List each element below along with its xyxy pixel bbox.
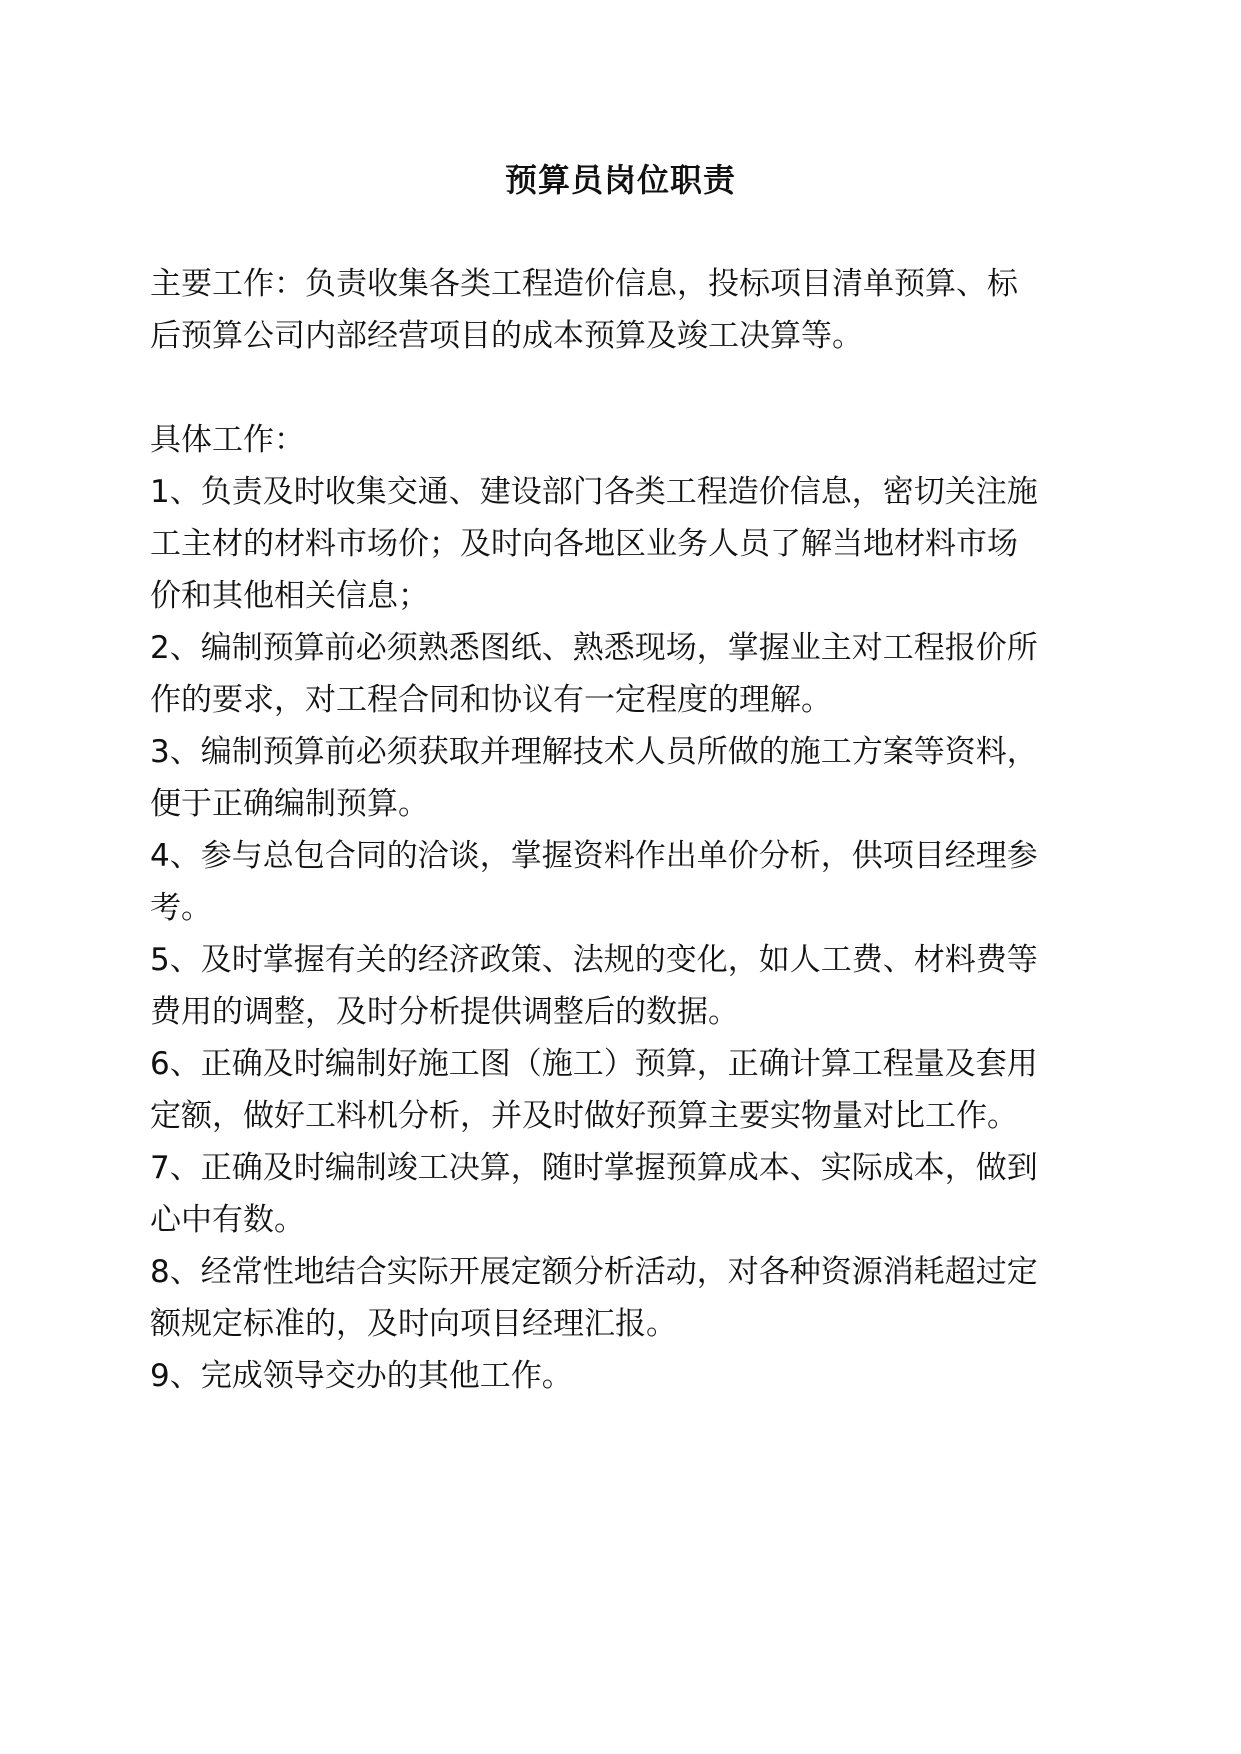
list-item <box>150 1142 1100 1246</box>
item-line: 1、负责及时收集交通、建设部门各类工程造价信息，密切关注施 <box>150 474 1038 510</box>
item-line: 4、参与总包合同的洽谈，掌握资料作出单价分析，供项目经理参 <box>150 838 1038 874</box>
item-line: 6、正确及时编制好施工图（施工）预算，正确计算工程量及套用 <box>150 1046 1038 1082</box>
item-line: 定额，做好工料机分析，并及时做好预算主要实物量对比工作。 <box>150 1098 1018 1134</box>
specific-work-section <box>150 414 1100 1402</box>
item-line: 费用的调整，及时分析提供调整后的数据。 <box>150 994 739 1030</box>
item-line: 7、正确及时编制竣工决算，随时掌握预算成本、实际成本，做到 <box>150 1150 1038 1186</box>
list-item <box>150 622 1100 726</box>
page-title: 预算员岗位职责 <box>504 161 736 199</box>
item-line: 心中有数。 <box>150 1202 305 1238</box>
list-item <box>150 726 1100 830</box>
list-item <box>150 1350 1100 1402</box>
summary-line: 后预算公司内部经营项目的成本预算及竣工决算等。 <box>150 318 863 354</box>
summary-line: 主要工作：负责收集各类工程造价信息，投标项目清单预算、标 <box>150 266 1018 302</box>
item-line: 额规定标准的，及时向项目经理汇报。 <box>150 1306 677 1342</box>
list-item <box>150 1246 1100 1350</box>
list-item <box>150 830 1100 934</box>
item-line: 价和其他相关信息； <box>150 578 429 614</box>
list-item <box>150 1038 1100 1142</box>
main-work-paragraph <box>150 258 1100 362</box>
item-line: 作的要求，对工程合同和协议有一定程度的理解。 <box>150 682 832 718</box>
item-line: 便于正确编制预算。 <box>150 786 429 822</box>
list-item <box>150 466 1100 622</box>
item-line: 工主材的材料市场价；及时向各地区业务人员了解当地材料市场 <box>150 526 1018 562</box>
item-line: 2、编制预算前必须熟悉图纸、熟悉现场，掌握业主对工程报价所 <box>150 630 1038 666</box>
item-line: 考。 <box>150 890 212 926</box>
item-line: 5、及时掌握有关的经济政策、法规的变化，如人工费、材料费等 <box>150 942 1038 978</box>
item-line: 8、经常性地结合实际开展定额分析活动，对各种资源消耗超过定 <box>150 1254 1038 1290</box>
list-item <box>150 934 1100 1038</box>
section-heading: 具体工作： <box>150 422 305 458</box>
item-line: 3、编制预算前必须获取并理解技术人员所做的施工方案等资料， <box>150 734 1038 770</box>
item-line: 9、完成领导交办的其他工作。 <box>150 1358 573 1394</box>
